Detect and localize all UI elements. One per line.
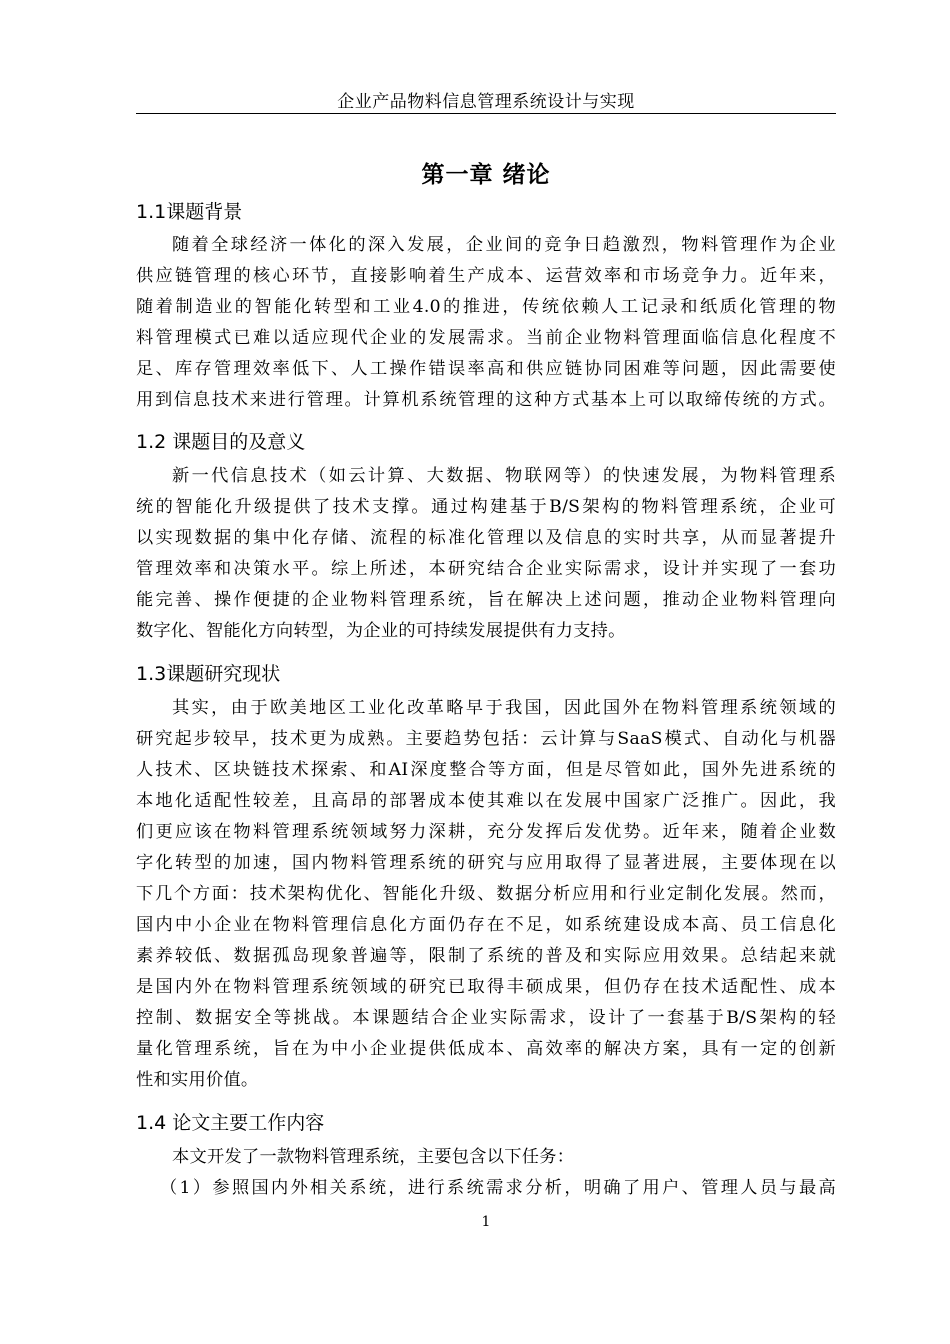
paragraph-line: 们更应该在物料管理系统领域努力深耕，充分发挥后发优势。近年来，随着企业数 <box>136 822 836 842</box>
list-item-line: （1）参照国内外相关系统，进行系统需求分析，明确了用户、管理人员与最高 <box>160 1178 836 1198</box>
paragraph-line: 能完善、操作便捷的企业物料管理系统，旨在解决上述问题，推动企业物料管理向 <box>136 590 836 610</box>
paragraph-line: 料管理模式已难以适应现代企业的发展需求。当前企业物料管理面临信息化程度不 <box>136 328 836 348</box>
paragraph-line: 素养较低、数据孤岛现象普遍等，限制了系统的普及和实际应用效果。总结起来就 <box>136 946 836 966</box>
paragraph-line: 随着全球经济一体化的深入发展，企业间的竞争日趋激烈，物料管理作为企业 <box>172 235 836 255</box>
paragraph-line: 数字化、智能化方向转型，为企业的可持续发展提供有力支持。 <box>136 621 626 641</box>
paragraph-line: 字化转型的加速，国内物料管理系统的研究与应用取得了显著进展，主要体现在以 <box>136 853 836 873</box>
running-header: 企业产品物料信息管理系统设计与实现 <box>337 92 635 112</box>
paragraph-line: 量化管理系统，旨在为中小企业提供低成本、高效率的解决方案，具有一定的创新 <box>136 1039 836 1059</box>
section-heading-1-4: 1.4 论文主要工作内容 <box>136 1112 325 1134</box>
paragraph-line: 性和实用价值。 <box>136 1070 259 1090</box>
paragraph-line: 用到信息技术来进行管理。计算机系统管理的这种方式基本上可以取缔传统的方式。 <box>136 390 836 410</box>
paragraph-line: 新一代信息技术（如云计算、大数据、物联网等）的快速发展，为物料管理系 <box>172 466 836 486</box>
paragraph-line: 下几个方面：技术架构优化、智能化升级、数据分析应用和行业定制化发展。然而， <box>136 884 836 904</box>
paragraph-line: 足、库存管理效率低下、人工操作错误率高和供应链协同困难等问题，因此需要使 <box>136 359 836 379</box>
paragraph-line: 本文开发了一款物料管理系统，主要包含以下任务： <box>172 1147 575 1167</box>
page-number: 1 <box>481 1214 491 1230</box>
paragraph-line: 控制、数据安全等挑战。本课题结合企业实际需求，设计了一套基于B/S架构的轻 <box>136 1008 836 1028</box>
paragraph-line: 供应链管理的核心环节，直接影响着生产成本、运营效率和市场竞争力。近年来， <box>136 266 836 286</box>
paragraph-line: 以实现数据的集中化存储、流程的标准化管理以及信息的实时共享，从而显著提升 <box>136 528 836 548</box>
paragraph-line: 是国内外在物料管理系统领域的研究已取得丰硕成果，但仍存在技术适配性、成本 <box>136 977 836 997</box>
paragraph-line: 本地化适配性较差，且高昂的部署成本使其难以在发展中国家广泛推广。因此，我 <box>136 791 836 811</box>
paragraph-line: 其实，由于欧美地区工业化改革略早于我国，因此国外在物料管理系统领域的 <box>172 698 836 718</box>
section-heading-1-3: 1.3课题研究现状 <box>136 663 281 685</box>
section-heading-1-2: 1.2 课题目的及意义 <box>136 431 306 453</box>
chapter-title: 第一章 绪论 <box>421 162 551 188</box>
paragraph-line: 国内中小企业在物料管理信息化方面仍存在不足，如系统建设成本高、员工信息化 <box>136 915 836 935</box>
paragraph-line: 人技术、区块链技术探索、和AI深度整合等方面，但是尽管如此，国外先进系统的 <box>136 760 836 780</box>
paragraph-line: 管理效率和决策水平。综上所述，本研究结合企业实际需求，设计并实现了一套功 <box>136 559 836 579</box>
section-heading-1-1: 1.1课题背景 <box>136 201 243 223</box>
paragraph-line: 统的智能化升级提供了技术支撑。通过构建基于B/S架构的物料管理系统，企业可 <box>136 497 836 517</box>
header-rule <box>136 113 836 114</box>
paragraph-line: 研究起步较早，技术更为成熟。主要趋势包括：云计算与SaaS模式、自动化与机器 <box>136 729 836 749</box>
paragraph-line: 随着制造业的智能化转型和工业4.0的推进，传统依赖人工记录和纸质化管理的物 <box>136 297 836 317</box>
